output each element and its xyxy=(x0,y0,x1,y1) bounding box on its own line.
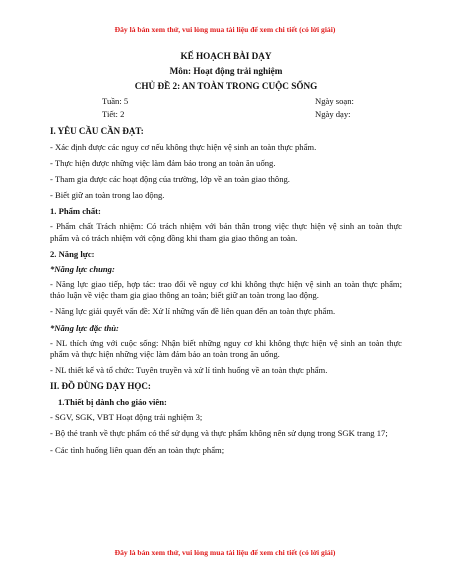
material-item: - SGV, SGK, VBT Hoạt động trải nghiệm 3; xyxy=(50,412,203,423)
general-competency-heading: *Năng lực chung: xyxy=(50,263,115,274)
section-heading-materials: II. ĐỒ DÙNG DẠY HỌC: xyxy=(50,381,151,392)
quality-heading: 1. Phẩm chất: xyxy=(50,206,101,217)
requirement-item: - Biết giữ an toàn trong lao động. xyxy=(50,190,165,201)
prep-date-label: Ngày soạn: xyxy=(315,95,354,106)
topic-title: CHỦ ĐỀ 2: AN TOÀN TRONG CUỘC SỐNG xyxy=(134,80,318,91)
section-heading-requirements: I. YÊU CẦU CẦN ĐẠT: xyxy=(50,125,144,136)
meta-row-2 xyxy=(50,109,402,122)
week-label: Tuần: 5 xyxy=(102,95,129,106)
material-item: - Bộ thẻ tranh về thực phẩm có thể sử dụng và thực phẩm không nên sử dụng trong SGK trang 17; xyxy=(50,428,388,439)
specific-competency-item: - NL thích ứng với cuộc sống: Nhận biết những nguy cơ khi không thực hiện vệ sinh an toàn thực phẩm và thực hiện những việc làm đảm bảo an toàn trong ăn uống. xyxy=(50,337,402,359)
preview-banner-top: Đây là bản xem thử, vui lòng mua tài liệu để xem chi tiết (có lời giải) xyxy=(114,25,336,34)
preview-banner-bottom: Đây là bản xem thử, vui lòng mua tài liệu để xem chi tiết (có lời giải) xyxy=(114,548,336,557)
teacher-equipment-heading: 1.Thiết bị dành cho giáo viên: xyxy=(58,396,167,407)
period-label: Tiết: 2 xyxy=(102,108,125,119)
quality-text: - Phẩm chất Trách nhiệm: Có trách nhiệm với bản thân trong việc thực hiện vệ sinh an toàn thực phẩm và có trách nhiệm với cộng đồng khi tham gia giao thông an toàn. xyxy=(50,221,402,243)
specific-competency-heading: *Năng lực đặc thù: xyxy=(50,322,119,333)
document-title: KẾ HOẠCH BÀI DẠY xyxy=(180,51,272,61)
subject-title: Môn: Hoạt động trải nghiệm xyxy=(169,65,283,76)
document-page xyxy=(50,51,402,461)
general-competency-item: - Năng lực giao tiếp, hợp tác: trao đổi về nguy cơ khi không thực hiện vệ sinh an toàn thực phẩm; thảo luận về việc tham gia giao thông an toàn; biết giữ an toàn trong lao động. xyxy=(50,279,402,301)
material-item: - Các tình huống liên quan đến an toàn thực phẩm; xyxy=(50,444,225,455)
requirement-item: - Thực hiện được những việc làm đảm bảo trong an toàn ăn uống. xyxy=(50,157,276,168)
meta-row-1 xyxy=(50,96,402,109)
specific-competency-item: - NL thiết kế và tổ chức: Tuyên truyền và xử lí tình huống về an toàn thực phẩm. xyxy=(50,365,328,376)
general-competency-item: - Năng lực giải quyết vấn đề: Xử lí những vấn đề liên quan đến an toàn thực phẩm. xyxy=(50,306,336,317)
competency-heading: 2. Năng lực: xyxy=(50,248,95,259)
teach-date-label: Ngày dạy: xyxy=(315,108,351,119)
requirement-item: - Xác định được các nguy cơ nếu không thực hiện vệ sinh an toàn thực phẩm. xyxy=(50,141,317,152)
requirement-item: - Tham gia được các hoạt động của trường, lớp về an toàn giao thông. xyxy=(50,173,290,184)
